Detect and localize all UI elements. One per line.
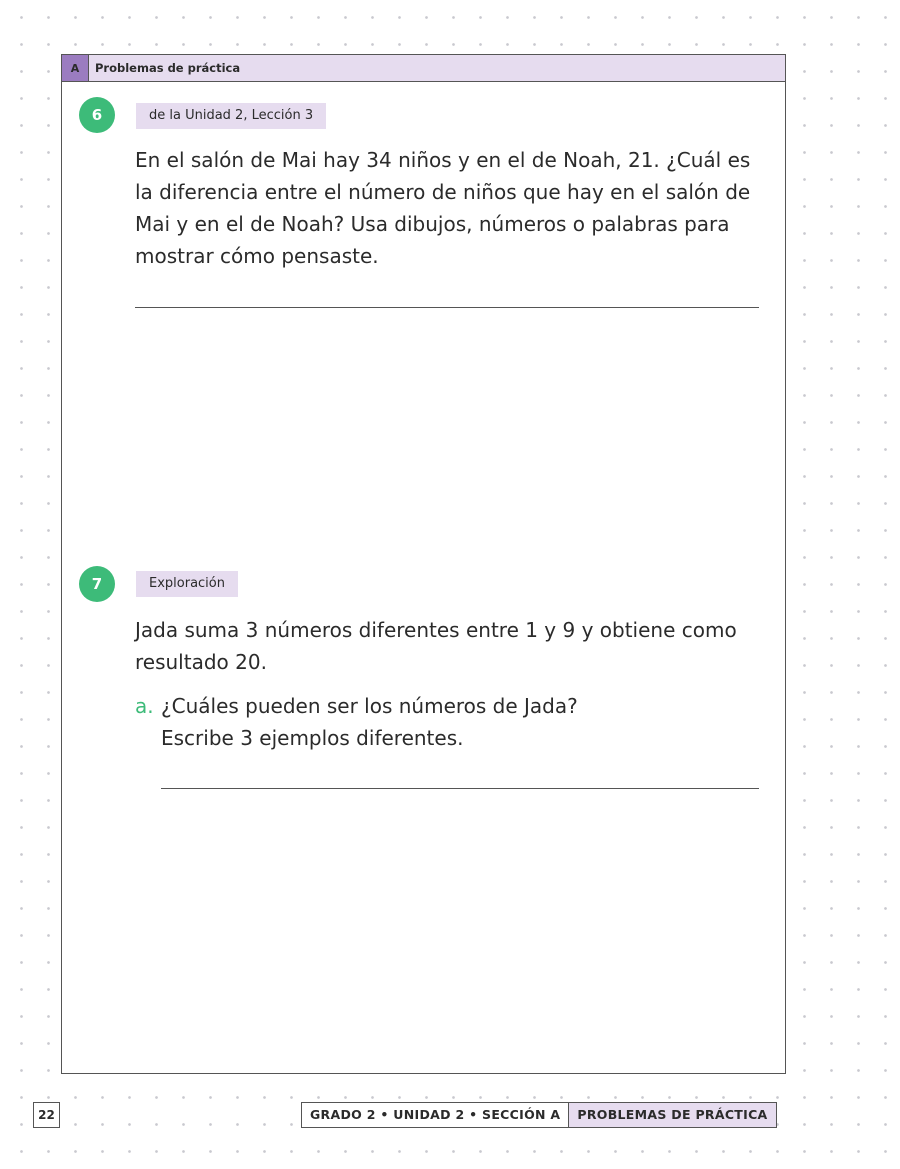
problem-6-number: 6 [79, 97, 115, 133]
page-number: 22 [33, 1102, 60, 1128]
problem-6-line: mostrar cómo pensaste. [135, 244, 379, 268]
problem-6-answer-line[interactable] [135, 307, 759, 308]
section-title: Problemas de práctica [95, 61, 241, 75]
problem-6-text [135, 144, 750, 272]
problem-7-tag: Exploración [136, 571, 238, 597]
footer-bar [301, 1102, 777, 1128]
problem-6-line: Mai y en el de Noah? Usa dibujos, números o palabras para [135, 212, 730, 236]
problem-7-part-a-line: Escribe 3 ejemplos diferentes. [161, 726, 464, 750]
problem-6-line: En el salón de Mai hay 34 niños y en el de Noah, 21. ¿Cuál es [135, 148, 751, 172]
problem-7-number: 7 [79, 566, 115, 602]
problem-7-line: resultado 20. [135, 650, 267, 674]
footer-course-label: GRADO 2 • UNIDAD 2 • SECCIÓN A [310, 1107, 561, 1122]
problem-7-part-a-letter: a. [135, 694, 154, 718]
problem-7-part-a-line: ¿Cuáles pueden ser los números de Jada? [161, 694, 578, 718]
problem-6-tag: de la Unidad 2, Lección 3 [136, 103, 326, 129]
problem-7-part-a-answer-line[interactable] [161, 788, 759, 789]
problem-7-part-a-text [161, 690, 578, 754]
problem-7-text [135, 614, 737, 678]
section-letter: A [62, 55, 89, 81]
problem-7-line: Jada suma 3 números diferentes entre 1 y 9 y obtiene como [135, 618, 737, 642]
problem-6-line: la diferencia entre el número de niños que hay en el salón de [135, 180, 751, 204]
footer-section-label: PROBLEMAS DE PRÁCTICA [568, 1103, 775, 1127]
section-header [62, 55, 785, 82]
